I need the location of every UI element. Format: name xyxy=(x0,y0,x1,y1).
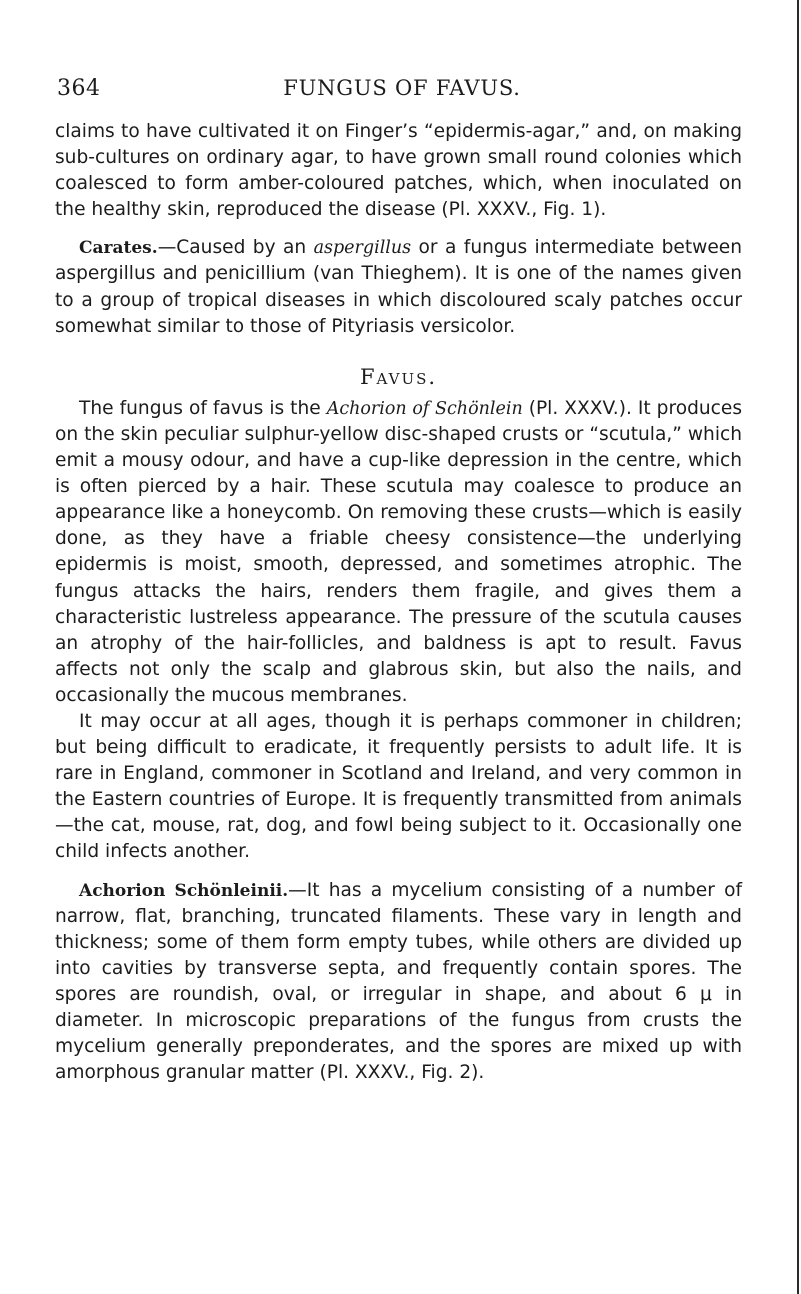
favus-text-b: (Pl. XXXV.). It produces on the skin peculiar sulphur-yellow disc-shaped crusts or “scutula,” which emit a mousy odour, and have a cup-like depression in the centre, which is often pierced by a hair. These scutula may coalesce to produce an appearance like a honeycomb. On removing these crusts—which is easily done, as they have a friable cheesy consistence—the underlying epidermis is moist, smooth, depressed, and sometimes atrophic. The fungus attacks the hairs, renders them fragile, and gives them a characteristic lustreless appearance. The pressure of the scutula causes an atrophy of the hair-follicles, and baldness is apt to result. Favus affects not only the scalp and glabrous skin, but also the nails, and occasionally the mucous membranes. xyxy=(55,397,743,706)
running-head: FUNGUS OF FAVUS. xyxy=(283,76,521,100)
body-text xyxy=(55,119,742,1086)
run-in-heading-carates: Carates. xyxy=(79,238,158,259)
carates-italic-term: aspergillus xyxy=(313,238,412,259)
favus-italic-term: Achorion of Schönlein xyxy=(326,398,523,419)
carates-text-a: —Caused by an xyxy=(157,237,314,259)
paragraph-carates xyxy=(55,235,742,339)
achorion-text: —It has a mycelium consisting of a number of narrow, flat, branching, truncated filaments. These vary in length and thickness; some of them form empty tubes, while others are divided up into cavities by transverse septa, and frequently contain spores. The spores are roundish, oval, or irregular in shape, and about 6 μ in diameter. In microscopic preparations of the fungus from crusts the mycelium generally preponderates, and the spores are mixed up with amorphous granular matter (Pl. XXXV., Fig. 2). xyxy=(55,879,742,1084)
page-edge-shadow xyxy=(797,0,799,1294)
page-header xyxy=(57,76,747,110)
carates-text-b: or a fungus intermediate between aspergillus and penicillium (van Thieghem). It is one of the names given to a group of tropical diseases in which discoloured scaly patches occur somewhat similar to those of Pityriasis versicolor. xyxy=(55,237,742,337)
paragraph-achorion xyxy=(55,878,742,1087)
paragraph-favus-description xyxy=(55,396,742,709)
paragraph-favus-occurrence: It may occur at all ages, though it is perhaps commoner in children; but being difficult to eradicate, it frequently persists to adult life. It is rare in England, commoner in Scotland and Ireland, and very common in the Eastern countries of Europe. It is frequently transmitted from animals—the cat, mouse, rat, dog, and fowl being subject to it. Occasionally one child infects another. xyxy=(55,710,742,863)
favus-text-a: The fungus of favus is the xyxy=(79,397,327,419)
section-heading-favus: Favus. xyxy=(359,364,438,389)
page-number: 364 xyxy=(57,76,101,101)
run-in-heading-achorion: Achorion Schönleinii. xyxy=(79,880,289,901)
paragraph-cultivation: claims to have cultivated it on Finger’s “epidermis-agar,” and, on making sub-cultures on ordinary agar, to have grown small round colonies which coalesced to form amber-coloured patches, which, when inoculated on the healthy skin, reproduced the disease (Pl. XXXV., Fig. 1). xyxy=(55,121,742,221)
